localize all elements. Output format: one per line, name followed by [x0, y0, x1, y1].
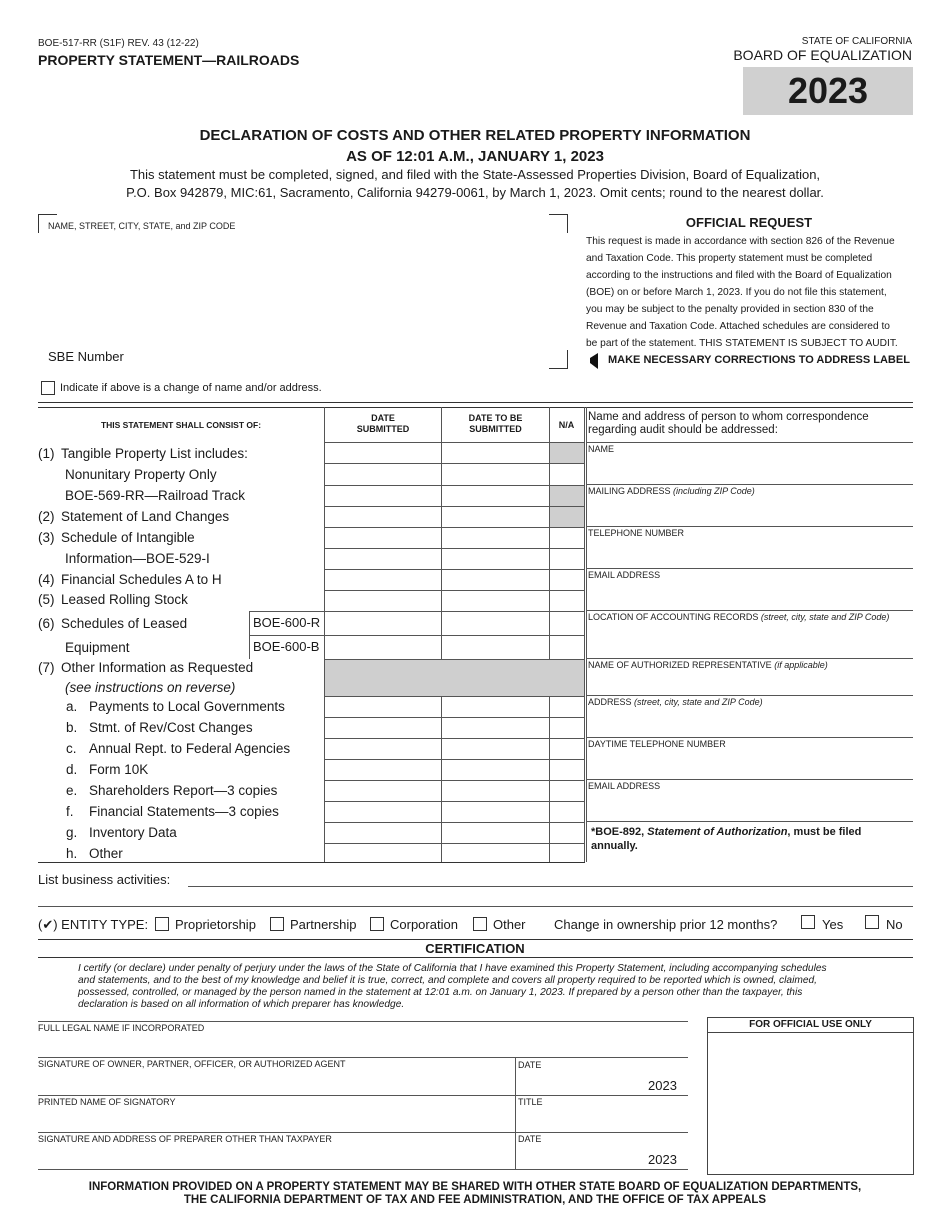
signature-field[interactable]: [38, 1095, 688, 1096]
date-label-1: DATE: [518, 1060, 542, 1070]
mailing-label-text: MAILING ADDRESS: [588, 486, 671, 496]
auth-text: , must be filed: [787, 826, 862, 838]
na-disabled-cell: [550, 443, 584, 463]
partnership-checkbox[interactable]: [270, 917, 284, 931]
boe-600-b-label: BOE-600-B: [253, 639, 320, 654]
request-line: This request is made in accordance with section 826 of the Revenue: [586, 236, 895, 247]
table-row-rule: [324, 506, 585, 507]
table-row-rule: [324, 843, 585, 844]
official-request-title: OFFICIAL REQUEST: [685, 215, 813, 230]
official-use-box: [707, 1017, 914, 1175]
request-line: you may be subject to the penalty provided in section 830 of the: [586, 304, 874, 315]
mailing-note: (including ZIP Code): [673, 486, 755, 496]
contact-header-line: regarding audit should be addressed:: [588, 424, 778, 436]
row-text: (see instructions on reverse): [65, 680, 236, 695]
location-records-label: [588, 612, 889, 622]
entity-type-label: (✔) ENTITY TYPE:: [38, 917, 149, 932]
change-address-label: Indicate if above is a change of name and/or address.: [60, 382, 322, 394]
full-legal-name-field[interactable]: [38, 1057, 688, 1058]
address-label-2: [588, 697, 763, 707]
rep-note: (if applicable): [774, 660, 828, 670]
intro-line-2: P.O. Box 942879, MIC:61, Sacramento, California 94279-0061, by March 1, 2023. Omit cents; round to the nearest dollar.: [126, 185, 824, 200]
contact-header-line: Name and address of person to whom correspondence: [588, 411, 869, 423]
row-text: Other: [89, 846, 123, 861]
request-line: according to the instructions and filed with the Board of Equalization: [586, 270, 892, 281]
row-text: Inventory Data: [89, 825, 177, 840]
request-line: Revenue and Taxation Code. Attached schedules are considered to: [586, 321, 890, 332]
signature-label: SIGNATURE OF OWNER, PARTNER, OFFICER, OR AUTHORIZED AGENT: [38, 1059, 346, 1069]
table-row-rule: [324, 590, 585, 591]
year-box: [743, 67, 913, 115]
row-number: (7): [38, 660, 55, 675]
row-text: Stmt. of Rev/Cost Changes: [89, 720, 253, 735]
table-row-rule: [324, 485, 585, 486]
header-line: DATE: [371, 413, 395, 423]
table-row-rule: [324, 635, 585, 636]
daytime-phone-label: DAYTIME TELEPHONE NUMBER: [588, 739, 726, 749]
request-line: be part of the statement. THIS STATEMENT IS SUBJECT TO AUDIT.: [586, 338, 898, 349]
corner-mark: [549, 214, 568, 233]
na-header: N/A: [558, 420, 575, 430]
official-request-text: [586, 233, 916, 352]
boe-600-r-label: BOE-600-R: [253, 615, 321, 630]
printed-name-label: PRINTED NAME OF SIGNATORY: [38, 1097, 176, 1107]
cert-line: I certify (or declare) under penalty of perjury under the laws of the State of California that I have examined this Property Statement, including accompanying schedules: [78, 963, 827, 974]
row-number: (6): [38, 616, 55, 631]
printed-name-field[interactable]: [38, 1132, 688, 1133]
corner-mark: [549, 350, 568, 369]
name-label: NAME: [588, 444, 615, 454]
auth-form: *BOE-892,: [591, 826, 645, 838]
corporation-checkbox[interactable]: [370, 917, 384, 931]
contact-header: [588, 411, 908, 437]
intro-line-1: This statement must be completed, signed, and filed with the State-Assessed Properties Division, Board of Equalization,: [129, 167, 821, 182]
table-row-rule: [324, 822, 585, 823]
proprietorship-label: Proprietorship: [175, 917, 256, 932]
rep-label: [588, 660, 828, 670]
cert-line: possessed, controlled, or managed by the person named in the statement at 12:01 a.m. on January 1, 2023. If prepared by a person other than the taxpayer, this: [78, 987, 803, 998]
row-text: Information—BOE-529-I: [65, 551, 210, 566]
row-text: BOE-569-RR—Railroad Track: [65, 488, 246, 503]
header-line: SUBMITTED: [469, 424, 522, 434]
row-number: c.: [66, 741, 77, 756]
address-note: (street, city, state and ZIP Code): [634, 697, 763, 707]
certification-title: CERTIFICATION: [425, 941, 525, 956]
table-row-rule: [324, 717, 585, 718]
row-number: b.: [66, 720, 78, 735]
date-year-2[interactable]: 2023: [648, 1152, 677, 1167]
row-text: Payments to Local Governments: [89, 699, 285, 714]
row-text: Nonunitary Property Only: [65, 467, 217, 482]
cert-line: declaration is based on all information of which preparer has knowledge.: [78, 999, 405, 1010]
pointer-icon: [588, 352, 600, 370]
title-label: TITLE: [518, 1097, 543, 1107]
request-line: and Taxation Code. This property statement must be completed: [586, 253, 873, 264]
board-label: BOARD OF EQUALIZATION: [733, 47, 912, 63]
row-text: Annual Rept. to Federal Agencies: [89, 741, 291, 756]
cert-line: and statements, and to the best of my knowledge and belief it is true, correct, and complete and covers all property required to be reported which is owned, claimed,: [78, 975, 817, 986]
table-row-rule: [324, 463, 585, 464]
table-row-rule: [324, 759, 585, 760]
row-number: d.: [66, 762, 78, 777]
row-text: Financial Statements—3 copies: [89, 804, 279, 819]
other-checkbox[interactable]: [473, 917, 487, 931]
address-label: NAME, STREET, CITY, STATE, and ZIP CODE: [48, 221, 236, 231]
table-row-rule: [324, 738, 585, 739]
change-address-checkbox[interactable]: [41, 381, 55, 395]
ownership-no-label: No: [886, 917, 903, 932]
row-text: Tangible Property List includes:: [61, 446, 248, 461]
corporation-label: Corporation: [390, 917, 458, 932]
table-row-rule: [324, 780, 585, 781]
other-label: Other: [493, 917, 526, 932]
row-number: (4): [38, 572, 55, 587]
table-row-rule: [324, 527, 585, 528]
location-label-text: LOCATION OF ACCOUNTING RECORDS: [588, 612, 759, 622]
row-text: Financial Schedules A to H: [61, 572, 222, 587]
row-text: Schedules of Leased: [61, 616, 188, 631]
row-number: h.: [66, 846, 78, 861]
business-activities-label: List business activities:: [38, 872, 171, 887]
footer-notice: [0, 1181, 950, 1207]
row-number: a.: [66, 699, 78, 714]
header-line: SUBMITTED: [356, 424, 410, 434]
location-note: (street, city, state and ZIP Code): [760, 612, 890, 622]
declaration-date: AS OF 12:01 A.M., JANUARY 1, 2023: [346, 148, 604, 165]
row-number: (3): [38, 530, 55, 545]
ownership-no-checkbox[interactable]: [865, 915, 879, 929]
table-row-rule: [324, 611, 585, 612]
corrections-label: MAKE NECESSARY CORRECTIONS TO ADDRESS LABEL: [608, 354, 910, 366]
table-row-rule: [324, 548, 585, 549]
full-legal-name-label: FULL LEGAL NAME IF INCORPORATED: [38, 1023, 205, 1033]
ownership-question: Change in ownership prior 12 months?: [554, 917, 778, 932]
certification-text: [78, 963, 913, 1011]
row-text: Shareholders Report—3 copies: [89, 783, 278, 798]
mailing-address-label[interactable]: [588, 486, 755, 496]
state-label: STATE OF CALIFORNIA: [801, 36, 912, 47]
row-number: f.: [66, 804, 74, 819]
table-header: THIS STATEMENT SHALL CONSIST OF:: [100, 420, 262, 430]
date-submitted-header: [325, 413, 441, 435]
table-row-rule: [324, 801, 585, 802]
ownership-yes-label: Yes: [822, 917, 844, 932]
disabled-block: [325, 659, 584, 696]
email-label: EMAIL ADDRESS: [588, 570, 661, 580]
address-label-text: ADDRESS: [588, 697, 632, 707]
year-value: 2023: [787, 70, 869, 111]
row-number: (2): [38, 509, 55, 524]
email-label-2: EMAIL ADDRESS: [588, 781, 661, 791]
row-text: Equipment: [65, 640, 130, 655]
row-text: Leased Rolling Stock: [61, 592, 188, 607]
row-number: (1): [38, 446, 55, 461]
row-text: Other Information as Requested: [61, 660, 254, 675]
table-row-rule: [324, 696, 585, 697]
date-tbs-header: [442, 413, 549, 435]
table-row-rule: [324, 569, 585, 570]
preparer-field[interactable]: [38, 1169, 688, 1170]
row-number: g.: [66, 825, 78, 840]
row-text: Form 10K: [89, 762, 149, 777]
row-text: Schedule of Intangible: [61, 530, 195, 545]
declaration-title: DECLARATION OF COSTS AND OTHER RELATED PROPERTY INFORMATION: [199, 127, 751, 144]
header-line: DATE TO BE: [468, 413, 523, 423]
business-activities-field[interactable]: [188, 886, 913, 887]
row-number: (5): [38, 592, 55, 607]
telephone-label: TELEPHONE NUMBER: [588, 528, 685, 538]
form-title: PROPERTY STATEMENT—RAILROADS: [38, 52, 300, 68]
table-row-rule: [324, 659, 585, 660]
form-number: BOE-517-RR (S1F) REV. 43 (12-22): [38, 38, 199, 49]
ownership-yes-checkbox[interactable]: [801, 915, 815, 929]
authorization-note: [591, 825, 911, 853]
footer-line: INFORMATION PROVIDED ON A PROPERTY STATEMENT MAY BE SHARED WITH OTHER STATE BOARD OF EQUALIZATION DEPARTMENTS,: [88, 1181, 862, 1193]
rep-label-text: NAME OF AUTHORIZED REPRESENTATIVE: [588, 660, 772, 670]
auth-annually: annually.: [591, 840, 638, 852]
date-year-1[interactable]: 2023: [648, 1078, 677, 1093]
request-line: (BOE) on or before March 1, 2023. If you do not file this statement,: [586, 287, 887, 298]
proprietorship-checkbox[interactable]: [155, 917, 169, 931]
footer-line: THE CALIFORNIA DEPARTMENT OF TAX AND FEE ADMINISTRATION, AND THE OFFICE OF TAX APPEALS: [183, 1194, 767, 1206]
sbe-number-label: SBE Number: [48, 349, 124, 364]
row-number: e.: [66, 783, 78, 798]
preparer-label: SIGNATURE AND ADDRESS OF PREPARER OTHER THAN TAXPAYER: [38, 1134, 332, 1144]
official-use-label: FOR OFFICIAL USE ONLY: [708, 1018, 913, 1033]
partnership-label: Partnership: [290, 917, 357, 932]
date-label-2: DATE: [518, 1134, 542, 1144]
auth-title: Statement of Authorization: [647, 826, 788, 838]
row-text: Statement of Land Changes: [61, 509, 230, 524]
